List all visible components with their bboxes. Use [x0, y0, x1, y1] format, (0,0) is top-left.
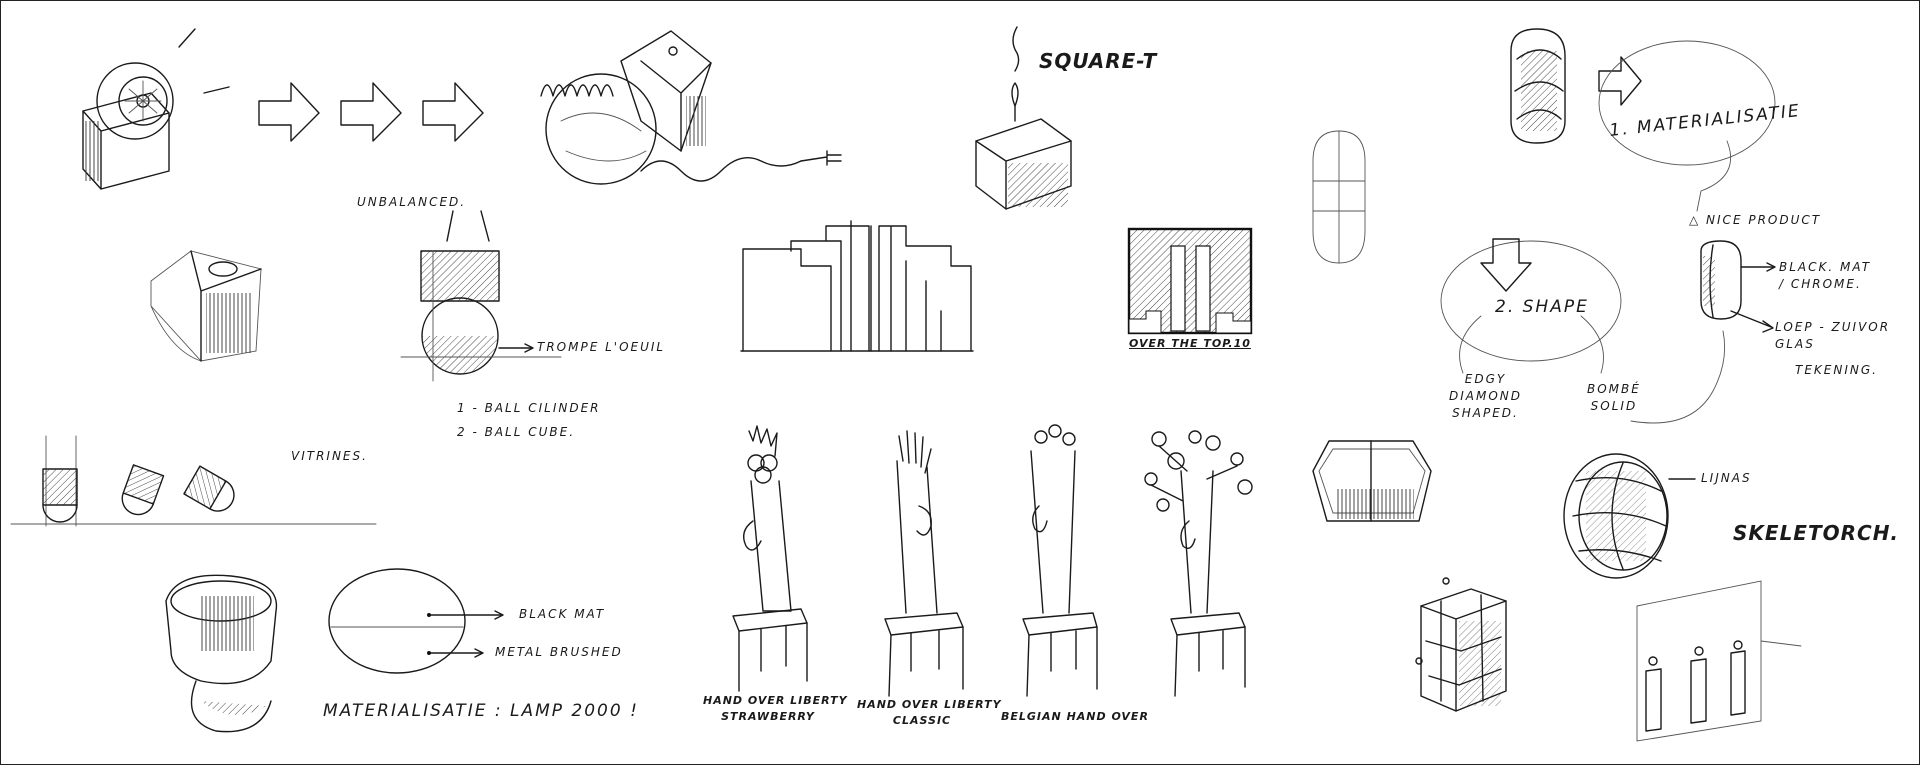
- label-loep-line2: GLAS: [1775, 337, 1815, 351]
- label-metal-brushed: METAL BRUSHED: [495, 645, 623, 659]
- label-black-mat-chrome: [1779, 259, 1871, 293]
- label-black-mat-line1: BLACK. MAT: [1779, 260, 1872, 274]
- flower-hand-vase-sketch: [1145, 431, 1252, 696]
- label-tekening: TEKENING.: [1795, 363, 1878, 377]
- sphere-box-cord-sketch: [541, 31, 841, 184]
- caption-hand-over-classic: [857, 697, 1002, 729]
- label-edgy-line1: EDGY: [1464, 372, 1507, 386]
- hand-vase-classic-sketch: [885, 431, 963, 696]
- label-edgy-line3: SHAPED.: [1452, 406, 1519, 420]
- label-nice-product: △ NICE PRODUCT: [1689, 213, 1822, 227]
- capsule-lamp-sketch: [1313, 131, 1365, 263]
- arrows-sequence: [259, 83, 483, 141]
- caption-classic-line2: CLASSIC: [892, 714, 952, 727]
- label-edgy-line2: DIAMOND: [1449, 389, 1523, 403]
- caption-strawberry-line2: STRAWBERRY: [721, 710, 815, 723]
- label-loep-glas: [1775, 319, 1890, 353]
- label-materialisatie-lamp: MATERIALISATIE : LAMP 2000 !: [323, 701, 639, 721]
- label-ball-cube: 2 - BALL CUBE.: [457, 425, 576, 439]
- caption-strawberry-line1: HAND OVER LIBERTY: [703, 694, 848, 707]
- label-bombe-solid: [1587, 381, 1641, 415]
- label-trompe-loeil: TROMPE L'OEUIL: [537, 340, 666, 354]
- label-lijnas: LIJNAS: [1701, 471, 1752, 485]
- label-skeletorch: SKELETORCH.: [1733, 521, 1900, 545]
- hand-vase-strawberry-sketch: [733, 426, 807, 691]
- label-ball-cilinder: 1 - BALL CILINDER: [457, 401, 601, 415]
- wall-perspective-sketch: [1637, 581, 1801, 741]
- skeletorch-round-lamp-sketch: [1564, 454, 1695, 578]
- label-over-the-top: OVER THE TOP.10: [1129, 337, 1251, 350]
- label-edgy-diamond-shaped: [1449, 371, 1522, 422]
- caption-belgian-hand-over: BELGIAN HAND OVER: [1001, 710, 1149, 723]
- over-the-top-box-sketch: [1129, 229, 1251, 333]
- label-black-mat-line2: / CHROME.: [1779, 277, 1862, 291]
- label-square-t: SQUARE-T: [1039, 49, 1158, 73]
- caption-classic-line1: HAND OVER LIBERTY: [857, 698, 1002, 711]
- skyline-sketch: [741, 221, 973, 351]
- label-black-mat: BLACK MAT: [519, 607, 606, 621]
- label-unbalanced: UNBALANCED.: [357, 195, 467, 209]
- trapezoid-lamp-sketch: [1313, 441, 1431, 521]
- belgian-hand-vase-sketch: [1023, 425, 1097, 696]
- label-loep-line1: LOEP - ZUIVOR: [1775, 320, 1891, 334]
- label-materialisatie: 1. MATERIALISATIE: [1608, 101, 1802, 141]
- label-shape: 2. SHAPE: [1495, 297, 1589, 317]
- label-bombe-line2: SOLID: [1590, 399, 1638, 413]
- unbalanced-cube-sketch: [151, 211, 561, 381]
- label-vitrines: VITRINES.: [291, 449, 368, 463]
- strapped-box-lamp-sketch: [1416, 578, 1506, 711]
- fan-cube-lamp-sketch: [83, 29, 229, 189]
- side-capsule-lamp-sketch: [1701, 241, 1775, 332]
- label-bombe-line1: BOMBÉ: [1587, 382, 1641, 396]
- caption-hand-over-strawberry: [703, 693, 848, 725]
